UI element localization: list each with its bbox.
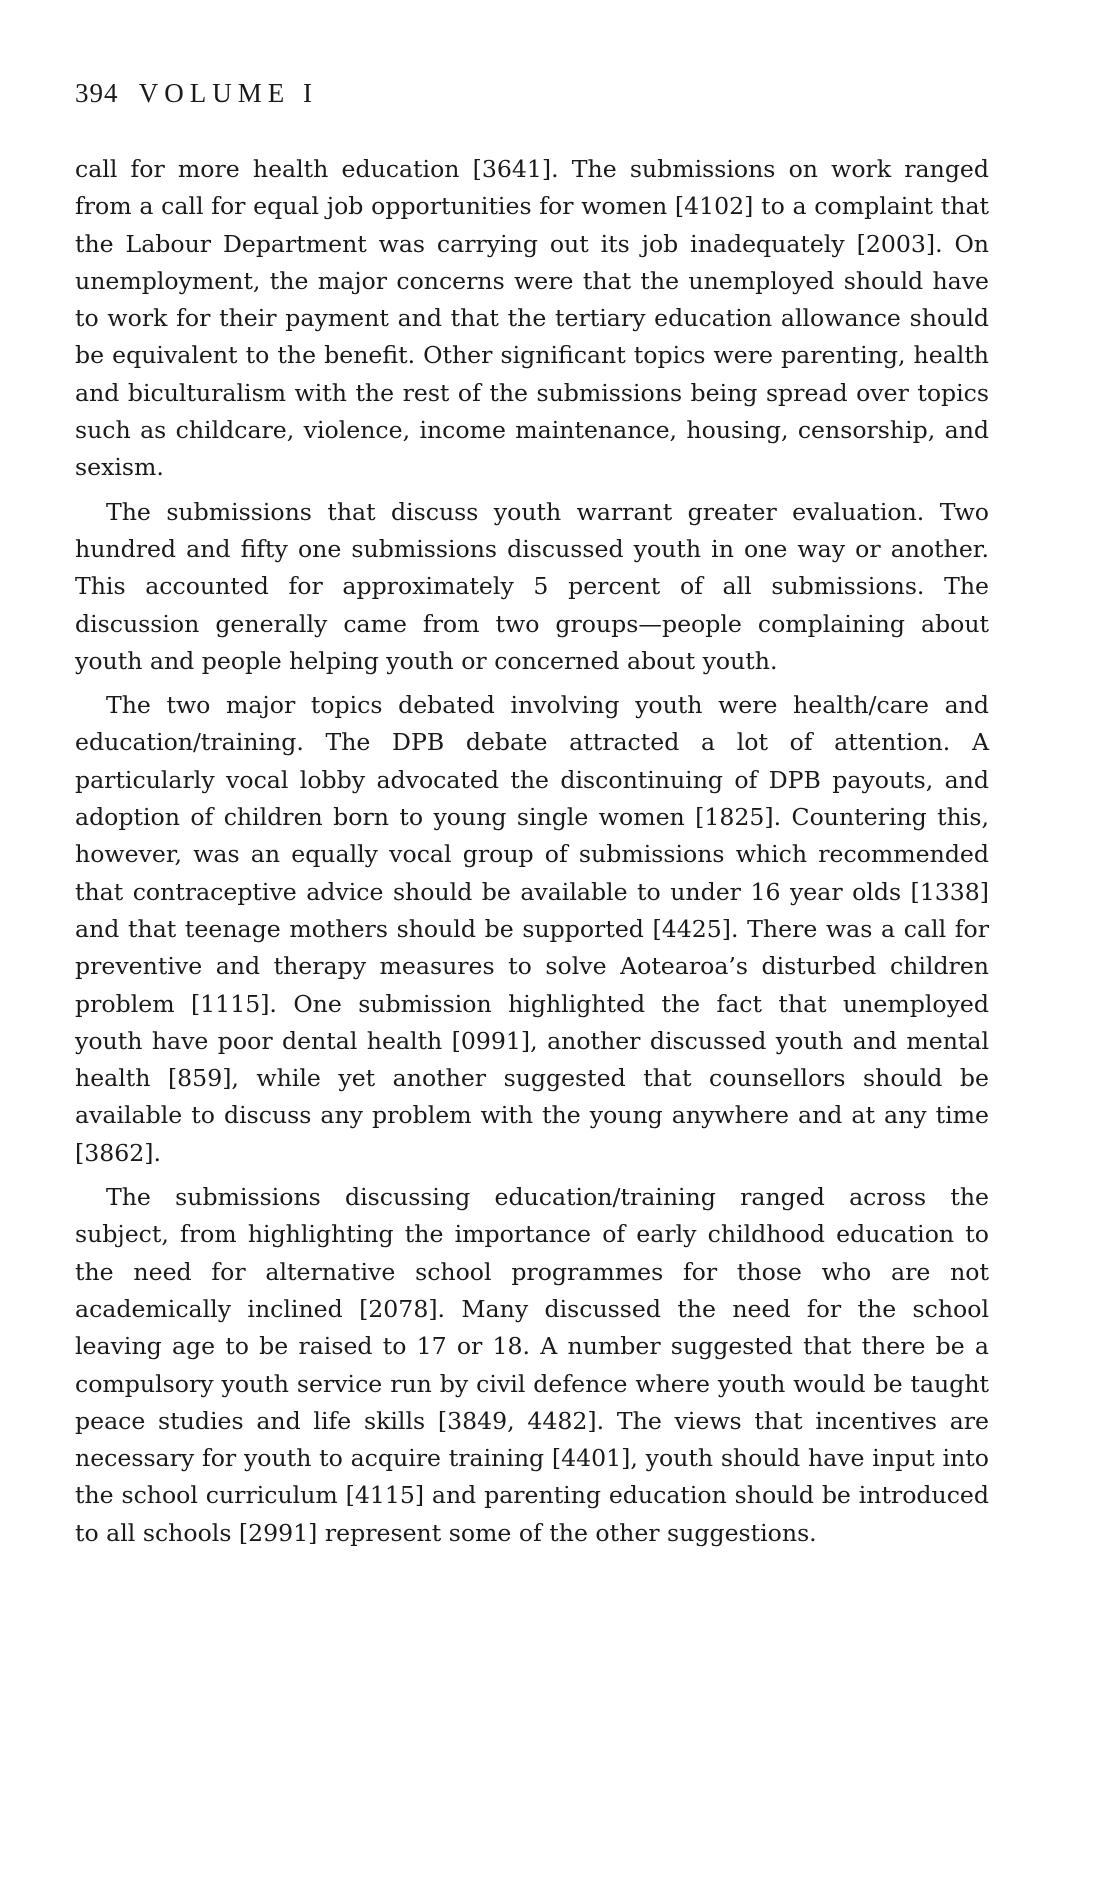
paragraph-1: call for more health education [3641]. The submissions on work ranged from a call for equal job opportunities for women [4102] to a complaint that the Labour Department was carrying out its job inadequately [2003]. On unemployment, the major concerns were that the unemployed should have to work for their payment and that the tertiary education allowance should be equivalent to the benefit. Other significant topics were parenting, health and biculturalism with the rest of the submissions being spread over topics such as childcare, violence, income maintenance, housing, censorship, and sexism. — [75, 155, 989, 482]
paragraph-4: The submissions discussing education/training ranged across the subject, from highlighting the importance of early childhood education to the need for alternative school programmes for those who are not academically inclined [2078]. Many discussed the need for the school leaving age to be raised to 17 or 18. A number suggested that there be a compulsory youth service run by civil defence where youth would be taught peace studies and life skills [3849, 4482]. The views that incentives are necessary for youth to acquire training [4401], youth should have input into the school curriculum [4115] and parenting education should be introduced to all schools [2991] represent some of the other suggestions. — [75, 1183, 989, 1547]
paragraph-3: The two major topics debated involving youth were health/care and education/training. The DPB debate attracted a lot of attention. A particularly vocal lobby advocated the discontinuing of DPB payouts, and adoption of children born to young single women [1825]. Countering this, however, was an equally vocal group of submissions which recommended that contraceptive advice should be available to under 16 year olds [1338] and that teenage mothers should be supported [4425]. There was a call for preventive and therapy measures to solve Aotearoa’s disturbed children problem [1115]. One submission highlighted the fact that unemployed youth have poor dental health [0991], another discussed youth and mental health [859], while yet another suggested that counsellors should be available to discuss any problem with the young anywhere and at any time [3862]. — [75, 691, 989, 1167]
running-head — [75, 80, 989, 107]
paragraph-2: The submissions that discuss youth warrant greater evaluation. Two hundred and fifty one submissions discussed youth in one way or another. This accounted for approximately 5 percent of all submissions. The discussion generally came from two groups—people complaining about youth and people helping youth or concerned about youth. — [75, 497, 989, 675]
document-page — [75, 80, 989, 1552]
page-number: 394 — [75, 78, 119, 108]
volume-label: VOLUME I — [138, 78, 318, 108]
